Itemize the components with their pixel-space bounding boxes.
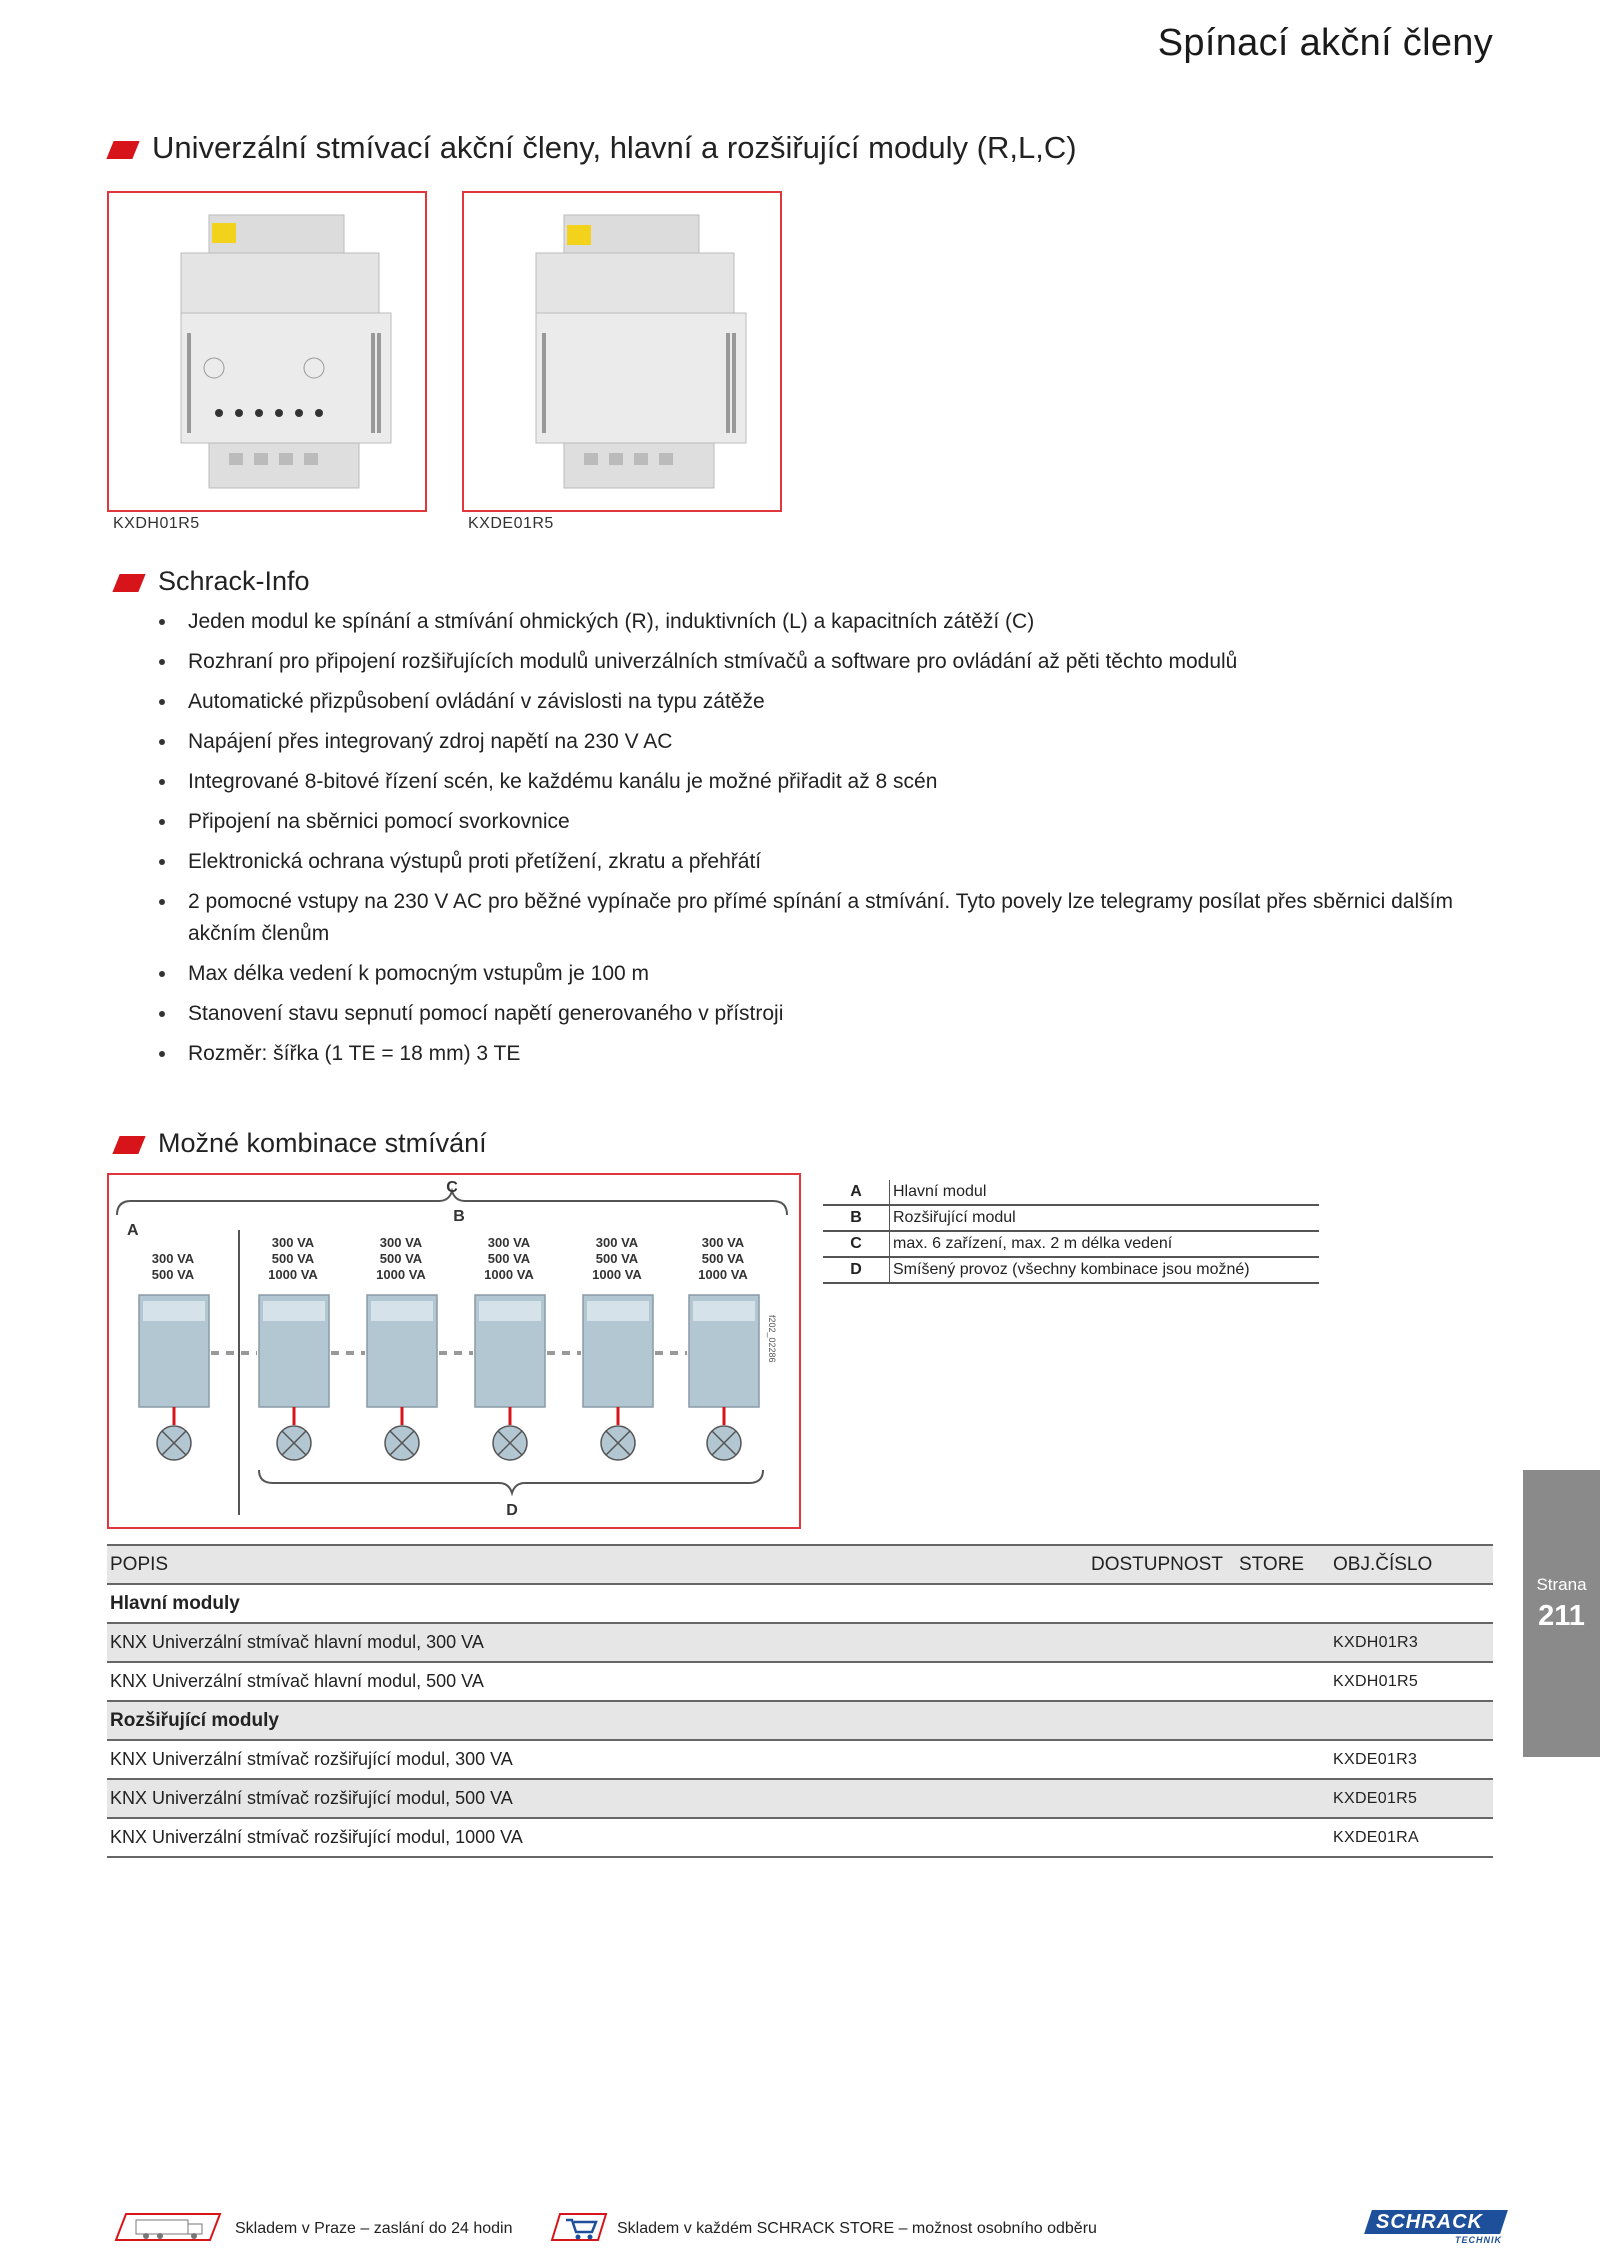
list-item: Elektronická ochrana výstupů proti přetížení, zkratu a přehřátí (155, 846, 1495, 878)
list-item: Rozhraní pro připojení rozšiřujících modulů univerzálních stmívačů a software pro ovládání až pěti těchto modulů (155, 646, 1495, 678)
label-b: B (453, 1208, 465, 1225)
list-item: Napájení přes integrovaný zdroj napětí na 230 V AC (155, 726, 1495, 758)
ext-rating: 300 VA (379, 1235, 423, 1250)
row-code[interactable]: KXDH01R5 (1330, 1662, 1493, 1701)
ext-rating: 500 VA (271, 1251, 315, 1266)
info-bullet-list (155, 606, 1495, 1078)
dimmer-extension-module-icon (464, 193, 780, 510)
section-marker-icon (106, 141, 139, 159)
ext-rating: 1000 VA (268, 1267, 318, 1282)
row-code[interactable]: KXDE01RA (1330, 1818, 1493, 1857)
row-desc: KNX Univerzální stmívač rozšiřující modul, 300 VA (107, 1740, 1088, 1779)
brace-d (259, 1470, 763, 1493)
legend-text: Hlavní modul (890, 1180, 1320, 1205)
diagram-code: f202_02286 (767, 1315, 777, 1363)
header-store: STORE (1236, 1545, 1330, 1584)
list-item: Jeden modul ke spínání a stmívání ohmických (R), induktivních (L) a kapacitních zátěží (C) (155, 606, 1495, 638)
main-rating: 300 VA (151, 1251, 195, 1266)
ext-rating: 500 VA (379, 1251, 423, 1266)
page-label: Strana (1536, 1575, 1587, 1594)
ext-rating: 1000 VA (376, 1267, 426, 1282)
row-desc: KNX Univerzální stmívač rozšiřující modul, 500 VA (107, 1779, 1088, 1818)
section-marker-icon (112, 1136, 145, 1154)
footer-store-text: Skladem v každém SCHRACK STORE – možnost osobního odběru (617, 2220, 1097, 2237)
section-title-main-text: Univerzální stmívací akční členy, hlavní a rozšiřující moduly (R,L,C) (152, 130, 1077, 165)
legend-key: B (823, 1205, 890, 1231)
section-title-combo-text: Možné kombinace stmívání (158, 1128, 487, 1158)
section-title-combo (116, 1128, 487, 1159)
photo-caption-main: KXDH01R5 (113, 515, 200, 532)
list-item: Rozměr: šířka (1 TE = 18 mm) 3 TE (155, 1038, 1495, 1070)
ext-rating: 300 VA (595, 1235, 639, 1250)
legend-text: max. 6 zařízení, max. 2 m délka vedení (890, 1231, 1320, 1257)
page-title: Spínací akční členy (1157, 22, 1493, 64)
diagram-legend (823, 1180, 1319, 1284)
schrack-logo[interactable] (1368, 2210, 1508, 2250)
dimmer-main-module-icon (109, 193, 425, 510)
section-title-info (116, 566, 310, 597)
table-row (107, 1779, 1493, 1818)
header-popis: POPIS (107, 1545, 1088, 1584)
table-row (107, 1818, 1493, 1857)
ext-rating: 300 VA (487, 1235, 531, 1250)
table-header-row (107, 1545, 1493, 1584)
table-group-row (107, 1701, 1493, 1740)
photo-caption-extension: KXDE01R5 (468, 515, 554, 532)
footer-delivery-text: Skladem v Praze – zaslání do 24 hodin (235, 2220, 513, 2237)
group-main-label: Hlavní moduly (107, 1584, 1493, 1623)
product-photo-main-module (107, 191, 427, 512)
row-code[interactable]: KXDE01R5 (1330, 1779, 1493, 1818)
table-row (107, 1623, 1493, 1662)
shopping-cart-icon (548, 2208, 610, 2246)
list-item: Stanovení stavu sepnutí pomocí napětí generovaného v přístroji (155, 998, 1495, 1030)
legend-key: C (823, 1231, 890, 1257)
ext-rating: 500 VA (701, 1251, 745, 1266)
label-d: D (506, 1502, 518, 1519)
list-item: Připojení na sběrnici pomocí svorkovnice (155, 806, 1495, 838)
header-dostupnost: DOSTUPNOST (1088, 1545, 1236, 1584)
section-marker-icon (112, 574, 145, 592)
legend-row (823, 1180, 1319, 1205)
ext-rating: 300 VA (701, 1235, 745, 1250)
table-group-row (107, 1584, 1493, 1623)
section-title-main (110, 130, 1077, 166)
section-title-info-text: Schrack-Info (158, 566, 310, 596)
legend-text: Rozšiřující modul (890, 1205, 1320, 1231)
product-table (107, 1544, 1493, 1858)
label-a: A (127, 1222, 139, 1239)
row-desc: KNX Univerzální stmívač rozšiřující modul, 1000 VA (107, 1818, 1088, 1857)
legend-row (823, 1231, 1319, 1257)
list-item: Integrované 8-bitové řízení scén, ke každému kanálu je možné přiřadit až 8 scén (155, 766, 1495, 798)
row-code[interactable]: KXDH01R3 (1330, 1623, 1493, 1662)
legend-key: A (823, 1180, 890, 1205)
ext-rating: 500 VA (487, 1251, 531, 1266)
product-photo-extension-module (462, 191, 782, 512)
delivery-truck-icon (112, 2208, 224, 2246)
ext-rating: 300 VA (271, 1235, 315, 1250)
logo-text: SCHRACK (1376, 2211, 1483, 2233)
group-ext-label: Rozšiřující moduly (107, 1701, 1493, 1740)
list-item: 2 pomocné vstupy na 230 V AC pro běžné vypínače pro přímé spínání a stmívání. Tyto povely lze telegramy posílat přes sběrnici dalším akčním členům (155, 886, 1495, 950)
header-obj: OBJ.ČÍSLO (1330, 1545, 1493, 1584)
combination-diagram (107, 1173, 801, 1529)
legend-text: Smíšený provoz (všechny kombinace jsou možné) (890, 1257, 1320, 1283)
table-row (107, 1662, 1493, 1701)
label-c: C (446, 1179, 458, 1196)
legend-row (823, 1205, 1319, 1231)
ext-rating: 1000 VA (698, 1267, 748, 1282)
combination-diagram-svg (109, 1175, 799, 1527)
logo-subtext: TECHNIK (1455, 2235, 1502, 2245)
ext-rating: 1000 VA (592, 1267, 642, 1282)
ext-rating: 1000 VA (484, 1267, 534, 1282)
table-row (107, 1740, 1493, 1779)
legend-row (823, 1257, 1319, 1283)
page-number: 211 (1538, 1600, 1585, 1632)
list-item: Automatické přizpůsobení ovládání v závislosti na typu zátěže (155, 686, 1495, 718)
ext-rating: 500 VA (595, 1251, 639, 1266)
legend-key: D (823, 1257, 890, 1283)
row-code[interactable]: KXDE01R3 (1330, 1740, 1493, 1779)
row-desc: KNX Univerzální stmívač hlavní modul, 500 VA (107, 1662, 1088, 1701)
row-desc: KNX Univerzální stmívač hlavní modul, 300 VA (107, 1623, 1088, 1662)
main-rating: 500 VA (151, 1267, 195, 1282)
list-item: Max délka vedení k pomocným vstupům je 100 m (155, 958, 1495, 990)
